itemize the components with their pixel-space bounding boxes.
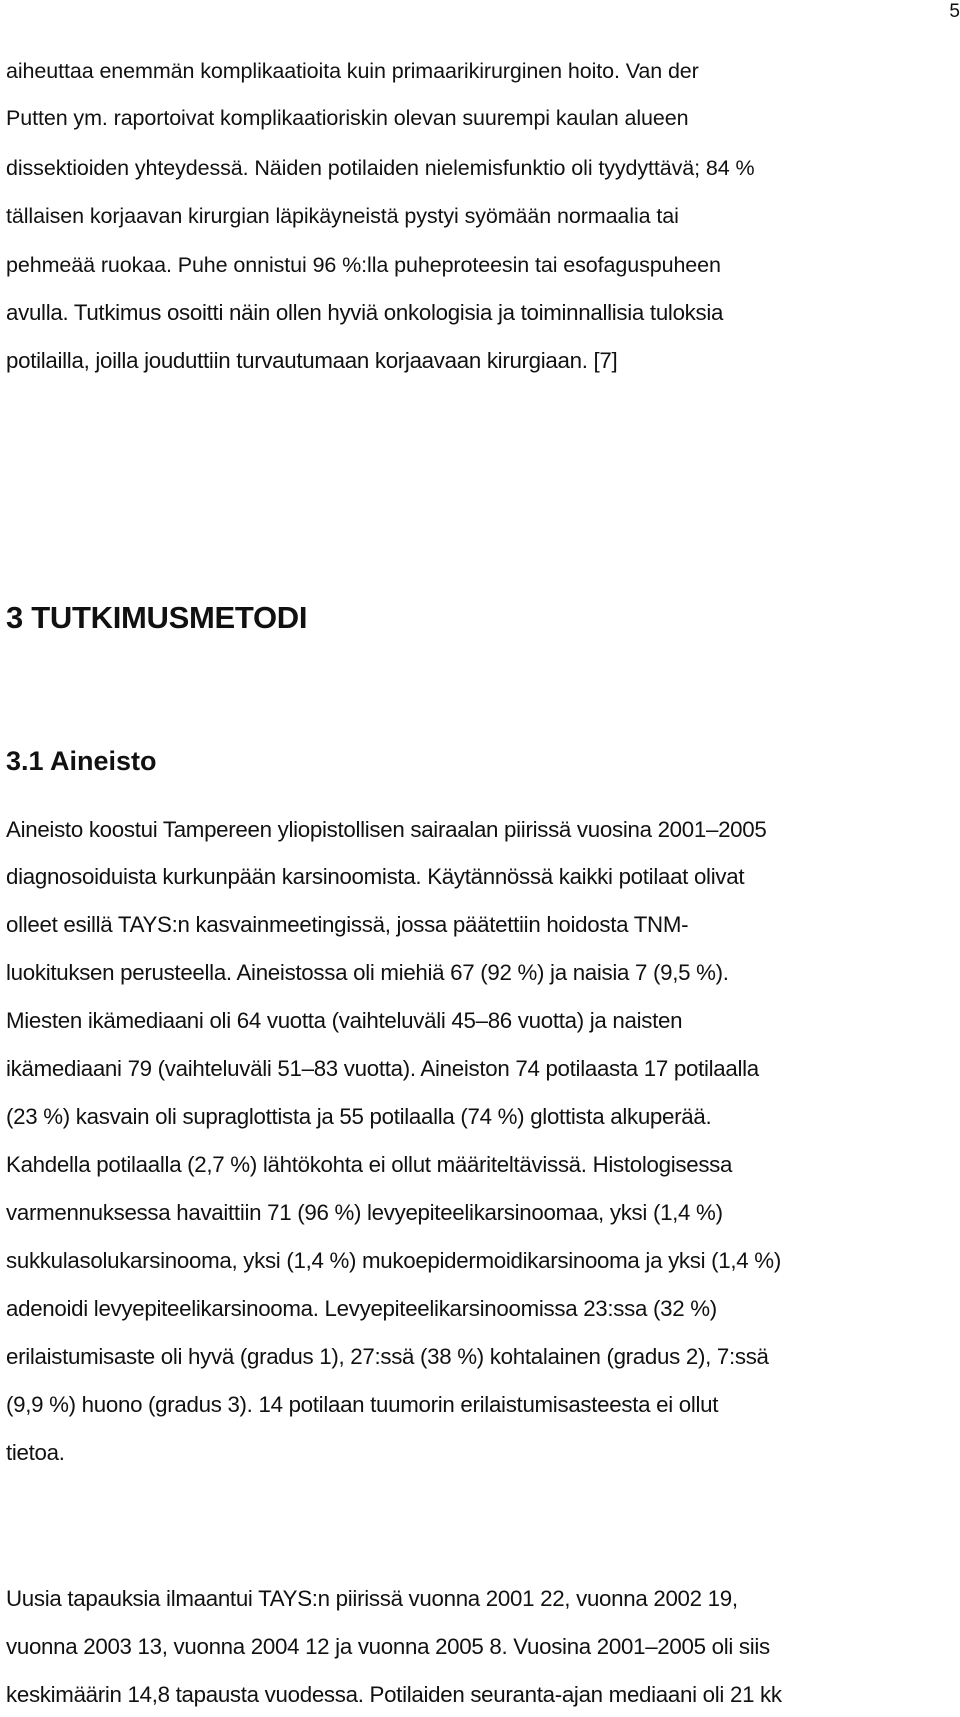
paragraph-1-line: dissektioiden yhteydessä. Näiden potilaiden nielemisfunktio oli tyydyttävä; 84 % xyxy=(6,156,755,180)
paragraph-1-line: aiheuttaa enemmän komplikaatioita kuin primaarikirurginen hoito. Van der xyxy=(6,59,699,83)
paragraph-1-line: avulla. Tutkimus osoitti näin ollen hyviä onkologisia ja toiminnallisia tuloksia xyxy=(6,300,724,325)
paragraph-1-line: tällaisen korjaavan kirurgian läpikäyneistä pystyi syömään normaalia tai xyxy=(6,204,679,228)
paragraph-2-line: luokituksen perusteella. Aineistossa oli miehiä 67 (92 %) ja naisia 7 (9,5 %). xyxy=(6,960,729,985)
subsection-heading: 3.1 Aineisto xyxy=(6,746,157,776)
paragraph-3-line: keskimäärin 14,8 tapausta vuodessa. Potilaiden seuranta-ajan mediaani oli 21 kk xyxy=(6,1682,782,1707)
paragraph-2-line: varmennuksessa havaittiin 71 (96 %) levyepiteelikarsinoomaa, yksi (1,4 %) xyxy=(6,1200,723,1225)
paragraph-2-line: (9,9 %) huono (gradus 3). 14 potilaan tuumorin erilaistumisasteesta ei ollut xyxy=(6,1392,719,1417)
paragraph-1-line: Putten ym. raportoivat komplikaatioriskin olevan suurempi kaulan alueen xyxy=(6,106,689,130)
paragraph-2-line: diagnosoiduista kurkunpään karsinoomista. Käytännössä kaikki potilaat olivat xyxy=(6,864,745,889)
paragraph-2-line: erilaistumisaste oli hyvä (gradus 1), 27:ssä (38 %) kohtalainen (gradus 2), 7:ssä xyxy=(6,1344,769,1369)
paragraph-1-line: potilailla, joilla jouduttiin turvautumaan korjaavaan kirurgiaan. [7] xyxy=(6,348,618,373)
paragraph-2-line: Miesten ikämediaani oli 64 vuotta (vaihteluväli 45–86 vuotta) ja naisten xyxy=(6,1008,683,1033)
paragraph-2-line: Kahdella potilaalla (2,7 %) lähtökohta ei ollut määriteltävissä. Histologisessa xyxy=(6,1152,733,1177)
paragraph-1-line: pehmeää ruokaa. Puhe onnistui 96 %:lla puheproteesin tai esofaguspuheen xyxy=(6,253,721,277)
paragraph-3-line: vuonna 2003 13, vuonna 2004 12 ja vuonna 2005 8. Vuosina 2001–2005 oli siis xyxy=(6,1634,770,1659)
paragraph-2-line: (23 %) kasvain oli supraglottista ja 55 potilaalla (74 %) glottista alkuperää. xyxy=(6,1104,712,1129)
paragraph-2-line: olleet esillä TAYS:n kasvainmeetingissä, jossa päätettiin hoidosta TNM- xyxy=(6,912,689,937)
paragraph-3-line: Uusia tapauksia ilmaantui TAYS:n piirissä vuonna 2001 22, vuonna 2002 19, xyxy=(6,1586,738,1611)
paragraph-2-line: adenoidi levyepiteelikarsinooma. Levyepiteelikarsinoomissa 23:ssa (32 %) xyxy=(6,1296,717,1321)
section-heading: 3 TUTKIMUSMETODI xyxy=(6,600,308,635)
page-number: 5 xyxy=(949,1,960,22)
paragraph-2-line: Aineisto koostui Tampereen yliopistollisen sairaalan piirissä vuosina 2001–2005 xyxy=(6,817,767,842)
paragraph-2-line: sukkulasolukarsinooma, yksi (1,4 %) mukoepidermoidikarsinooma ja yksi (1,4 %) xyxy=(6,1248,781,1273)
paragraph-2-line: tietoa. xyxy=(6,1440,65,1465)
paragraph-2-line: ikämediaani 79 (vaihteluväli 51–83 vuotta). Aineiston 74 potilaasta 17 potilaalla xyxy=(6,1056,759,1081)
